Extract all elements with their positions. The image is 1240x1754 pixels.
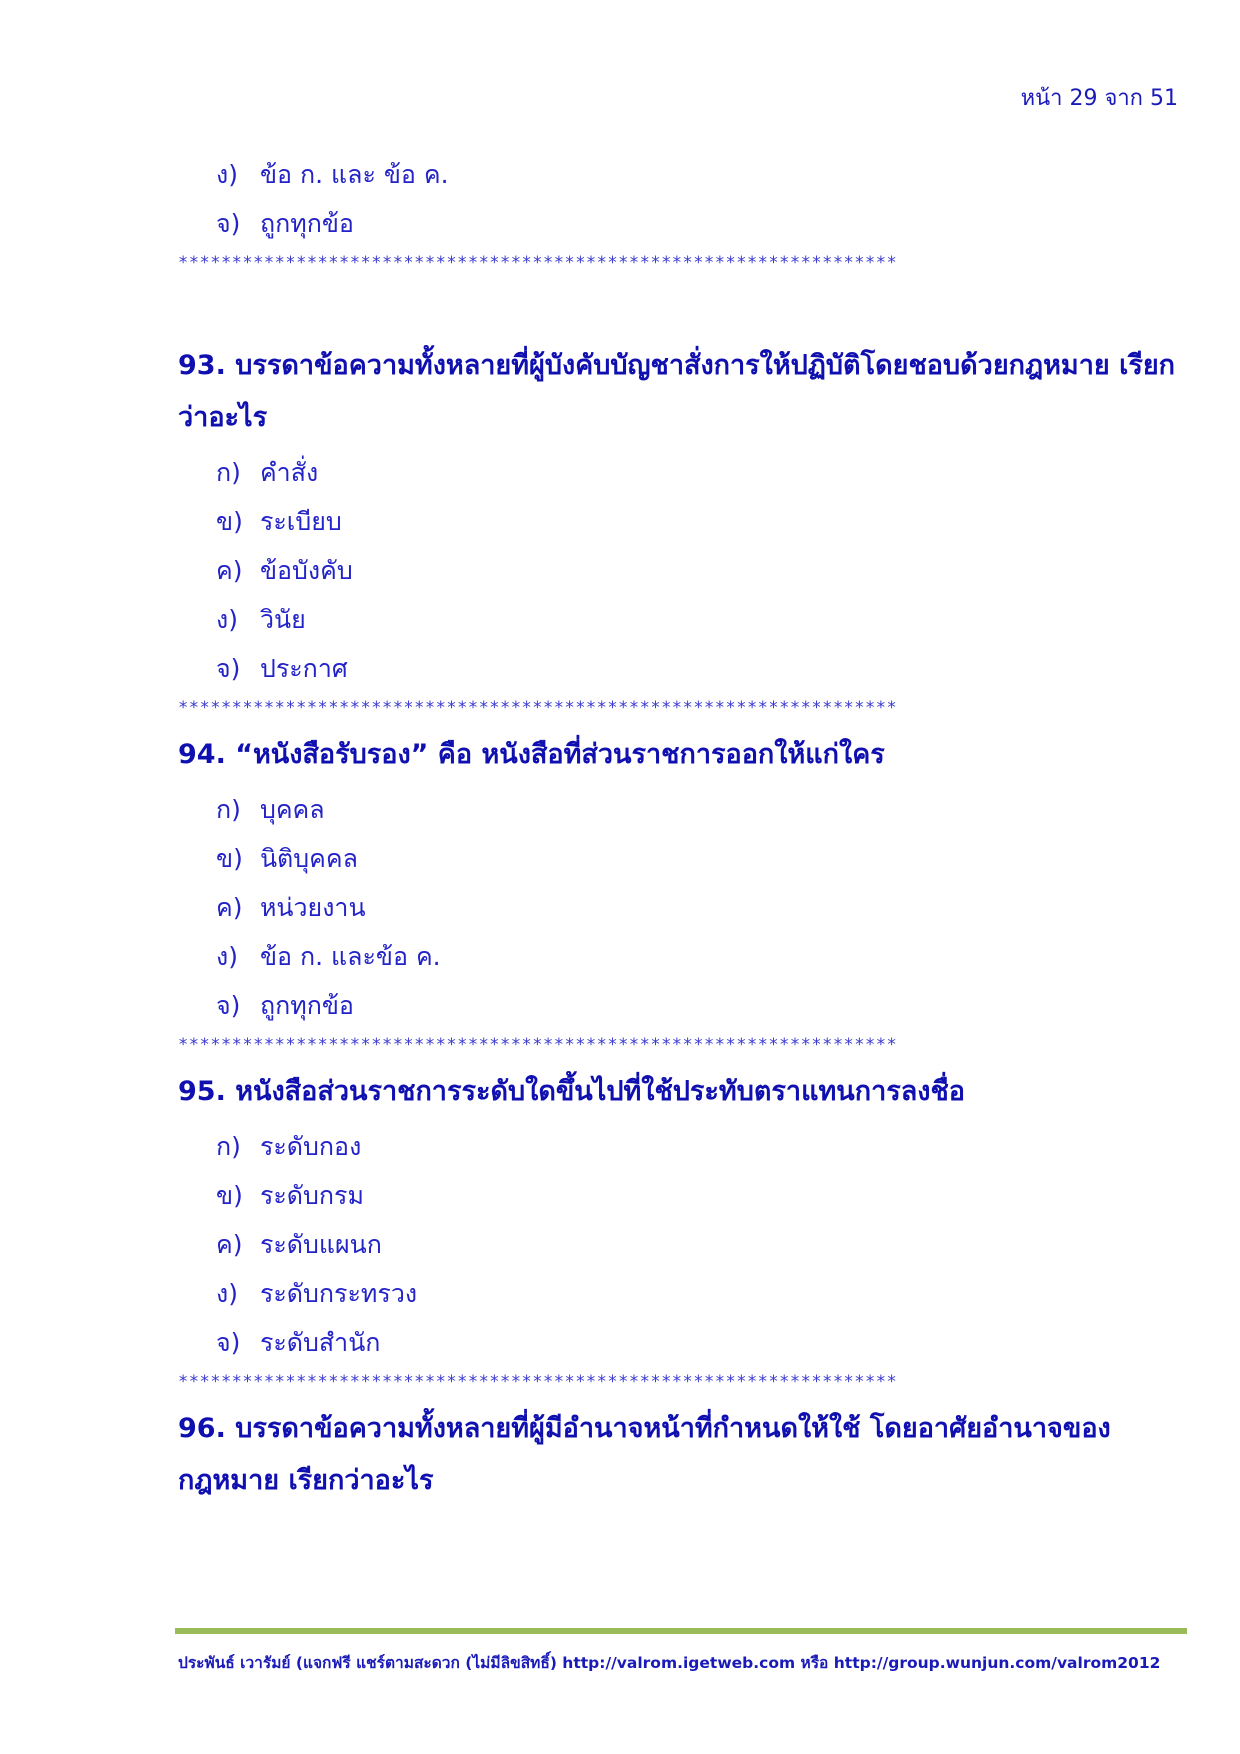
divider: *******************************************************************	[178, 1372, 898, 1392]
choice-text: ประกาศ	[259, 654, 348, 683]
choice-item	[178, 1269, 1188, 1318]
question-94: 94. “หนังสือรับรอง” คือ หนังสือที่ส่วนราชการออกให้แก่ใคร	[178, 739, 885, 770]
choice-letter: ง)	[216, 942, 238, 971]
choice-item	[178, 1171, 1188, 1220]
choice-list-94	[178, 785, 1188, 1030]
choice-item	[178, 834, 1188, 883]
choice-text: ระดับกระทรวง	[259, 1279, 418, 1308]
document-body	[178, 150, 1188, 1511]
divider: *******************************************************************	[178, 253, 898, 273]
choice-item	[178, 546, 1188, 595]
choice-letter: ง)	[216, 1279, 238, 1308]
choice-text: นิติบุคคล	[259, 844, 358, 873]
choice-item	[178, 199, 1188, 248]
choice-letter: ง)	[216, 605, 238, 634]
choice-text: ข้อ ก. และข้อ ค.	[259, 942, 441, 971]
choice-letter: จ)	[216, 991, 241, 1020]
choice-text: ข้อบังคับ	[259, 556, 353, 585]
choice-item	[178, 595, 1188, 644]
choice-letter: ค)	[216, 893, 243, 922]
footer-credit: ประพันธ์ เวารัมย์ (แจกฟรี แชร์ตามสะดวก (ไม่มีลิขสิทธิ์) http://valrom.igetweb.com หรือ http://group.wunjun.com/valrom2012	[178, 1654, 1161, 1672]
choice-letter: จ)	[216, 1328, 241, 1357]
choice-text: ระดับกอง	[259, 1132, 362, 1161]
choice-text: วินัย	[259, 605, 306, 634]
choice-item	[178, 981, 1188, 1030]
page-number: หน้า 29 จาก 51	[1020, 86, 1178, 111]
choice-letter: ก)	[216, 795, 241, 824]
choice-item	[178, 644, 1188, 693]
choice-item	[178, 448, 1188, 497]
choice-text: ระดับแผนก	[259, 1230, 382, 1259]
choice-letter: ข)	[216, 844, 243, 873]
choice-item	[178, 150, 1188, 199]
choice-text: ระดับสำนัก	[259, 1328, 381, 1357]
choice-letter: จ)	[216, 209, 241, 238]
choice-text: คำสั่ง	[259, 458, 319, 487]
question-95: 95. หนังสือส่วนราชการระดับใดขึ้นไปที่ใช้ประทับตราแทนการลงชื่อ	[178, 1076, 966, 1107]
divider: *******************************************************************	[178, 1035, 898, 1055]
choice-letter: ก)	[216, 1132, 241, 1161]
choice-list-93	[178, 448, 1188, 693]
choice-letter: ข)	[216, 1181, 243, 1210]
choice-item	[178, 785, 1188, 834]
choice-text: ข้อ ก. และ ข้อ ค.	[259, 160, 449, 189]
choice-list-previous	[178, 150, 1188, 248]
choice-item	[178, 1220, 1188, 1269]
choice-letter: ค)	[216, 1230, 243, 1259]
choice-letter: ค)	[216, 556, 243, 585]
choice-text: ระเบียบ	[259, 507, 342, 536]
choice-item	[178, 1318, 1188, 1367]
divider: *******************************************************************	[178, 698, 898, 718]
choice-text: ถูกทุกข้อ	[259, 991, 354, 1020]
choice-text: ระดับกรม	[259, 1181, 364, 1210]
choice-text: ถูกทุกข้อ	[259, 209, 354, 238]
choice-item	[178, 883, 1188, 932]
question-96: 96. บรรดาข้อความทั้งหลายที่ผู้มีอำนาจหน้าที่กำหนดให้ใช้ โดยอาศัยอำนาจของกฎหมาย เรียกว่าอะไร	[178, 1413, 1111, 1496]
footer-rule	[175, 1628, 1187, 1634]
choice-letter: ง)	[216, 160, 238, 189]
choice-letter: ก)	[216, 458, 241, 487]
choice-text: บุคคล	[259, 795, 325, 824]
choice-text: หน่วยงาน	[259, 893, 366, 922]
choice-item	[178, 497, 1188, 546]
choice-list-95	[178, 1122, 1188, 1367]
question-93: 93. บรรดาข้อความทั้งหลายที่ผู้บังคับบัญชาสั่งการให้ปฏิบัติโดยชอบด้วยกฎหมาย เรียกว่าอะไร	[178, 350, 1175, 433]
choice-letter: ข)	[216, 507, 243, 536]
choice-item	[178, 1122, 1188, 1171]
choice-letter: จ)	[216, 654, 241, 683]
choice-item	[178, 932, 1188, 981]
